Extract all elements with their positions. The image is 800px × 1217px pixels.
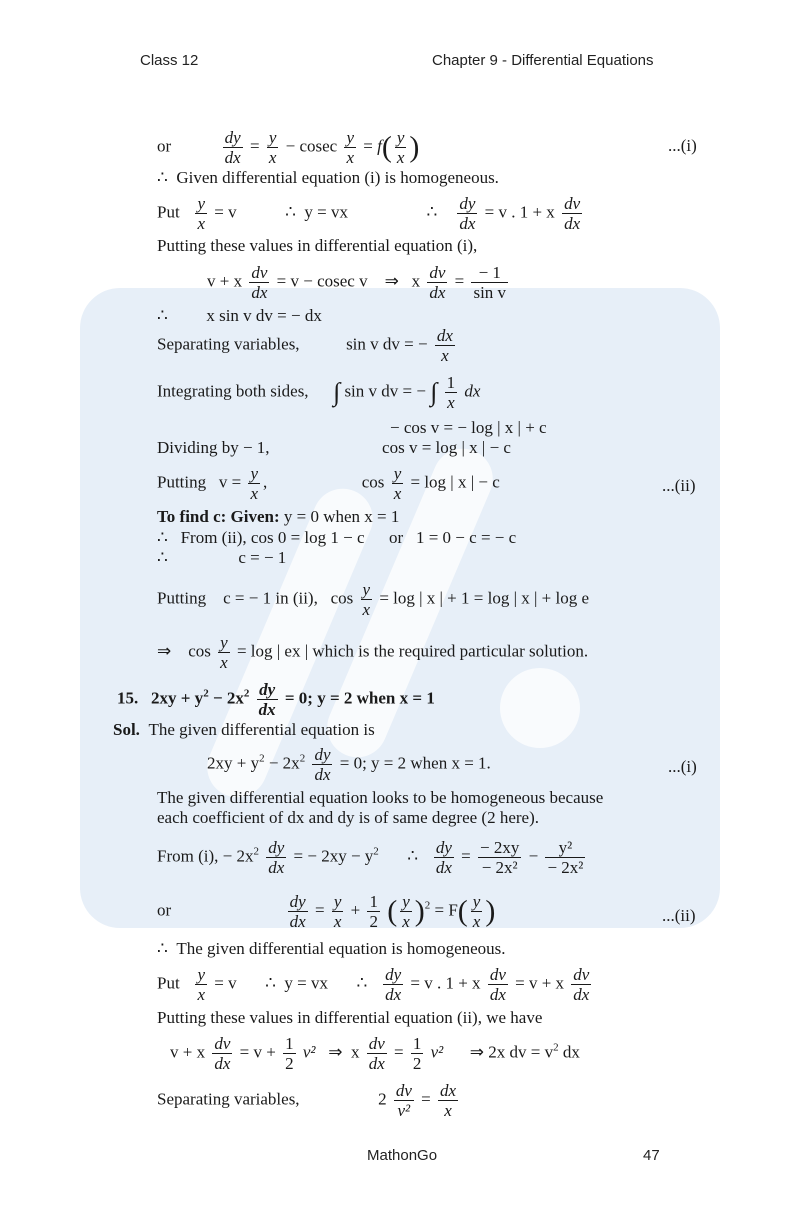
- eq-line-15: Putting c = − 1 in (ii), cos $\frac{y}{x}$ = log | x | + 1 = log | x | + log e: [157, 580, 589, 619]
- text-sol-9: Putting these values in differential equation (ii), we have: [157, 1008, 543, 1027]
- eq-line-1: or $\frac{dy}{dx}$ = $\frac{y}{x}$ − cosec $\frac{y}{x}$ = f( $\frac{y}{x}$ ): [157, 128, 420, 167]
- eq-sol-11: Separating variables, 2 $\frac{dv}{\text{v²}}$ = $\frac{dx}{x}$: [157, 1081, 456, 1120]
- eq-line-13: ∴ From (ii), cos 0 = log 1 − c or 1 = 0 − c = − c: [157, 528, 517, 547]
- text-line-4: Putting these values in differential equation (i),: [157, 236, 478, 255]
- eq-line-6: ∴ x sin v dv = − dx: [157, 306, 322, 325]
- text-sol-4: each coefficient of dx and dy is of same degree (2 here).: [157, 808, 540, 827]
- eq-line-16: ⇒ cos $\frac{y}{x}$ = log | ex | which is the required particular solution.: [157, 633, 589, 672]
- eq-tag-sol-ii: ...(ii): [662, 906, 696, 925]
- eq-line-14: ∴ c = − 1: [157, 548, 287, 567]
- eq-sol-1: $2xy + y^2 - 2x^2$ $\frac{dy}{dx}$ = 0; y = 2 when x = 1.: [207, 745, 491, 784]
- solution-intro: Sol. The given differential equation is: [113, 720, 375, 739]
- eq-line-9: − cos v = − log | x | + c: [390, 418, 547, 437]
- eq-tag-ii: ...(ii): [662, 476, 696, 495]
- eq-sol-5: From (i), − $2x^2$ $\frac{dy}{dx}$ = − $2xy - y^2$ ∴ $\frac{dy}{dx}$ = $\frac{- 2xy}{\text{− 2x²}}$ − $\frac{\text{y²}}{\text{− 2x²}}$: [157, 838, 584, 877]
- eq-line-8: Integrating both sides, ∫ sin v dv = − ∫ $\frac{1}{x}$ dx: [157, 373, 481, 412]
- text-line-12: To find c: Given: y = 0 when x = 1: [157, 507, 400, 526]
- header-chapter: Chapter 9 - Differential Equations: [432, 52, 654, 69]
- question-15: 15. $2xy + y^2 - 2x^2$ $\frac{dy}{dx}$ = 0; y = 2 when x = 1: [117, 680, 435, 719]
- eq-line-5: v + x $\frac{dv}{dx}$ = v − cosec v ⇒ x $\frac{dv}{dx}$ = $\frac{- 1}{\text{sin v}}$: [207, 263, 507, 302]
- text-line-2: ∴ Given differential equation (i) is homogeneous.: [157, 168, 499, 187]
- eq-line-7: Separating variables, sin v dv = − $\frac{dx}{x}$: [157, 326, 453, 365]
- eq-line-11: Putting v = $\frac{y}{x}$ , cos $\frac{y}{x}$ = log | x | − c: [157, 464, 500, 503]
- eq-sol-10: v + x $\frac{dv}{dx}$ = v + $\frac{1}{2}$ v² ⇒ x $\frac{dv}{dx}$ = $\frac{1}{2}$ v² ⇒ 2x dv = $v^2$ dx: [170, 1034, 580, 1073]
- eq-tag-sol-i: ...(i): [668, 757, 697, 776]
- eq-sol-8: Put $\frac{y}{x}$ = v ∴ y = vx ∴ $\frac{dy}{dx}$ = v . 1 + x $\frac{dv}{dx}$ = v + x $\frac{dv}{dx}$: [157, 965, 590, 1004]
- eq-line-3: Put $\frac{y}{x}$ = v ∴ y = vx ∴ $\frac{dy}{dx}$ = v . 1 + x $\frac{dv}{dx}$: [157, 194, 581, 233]
- text-sol-3: The given differential equation looks to be homogeneous because: [157, 788, 604, 807]
- footer-brand: MathonGo: [367, 1147, 438, 1164]
- header-class: Class 12: [140, 52, 199, 69]
- eq-tag-i: ...(i): [668, 136, 697, 155]
- text-sol-7: ∴ The given differential equation is homogeneous.: [157, 939, 506, 958]
- eq-sol-6: or $\frac{dy}{dx}$ = $\frac{y}{x}$ + $\frac{1}{2}$ ( $\frac{y}{x}$ )$^2$ = F( $\frac{y}{x}$ ): [157, 892, 496, 931]
- page-number: 47: [643, 1147, 660, 1164]
- eq-line-10: Dividing by − 1, cos v = log | x | − c: [157, 438, 511, 457]
